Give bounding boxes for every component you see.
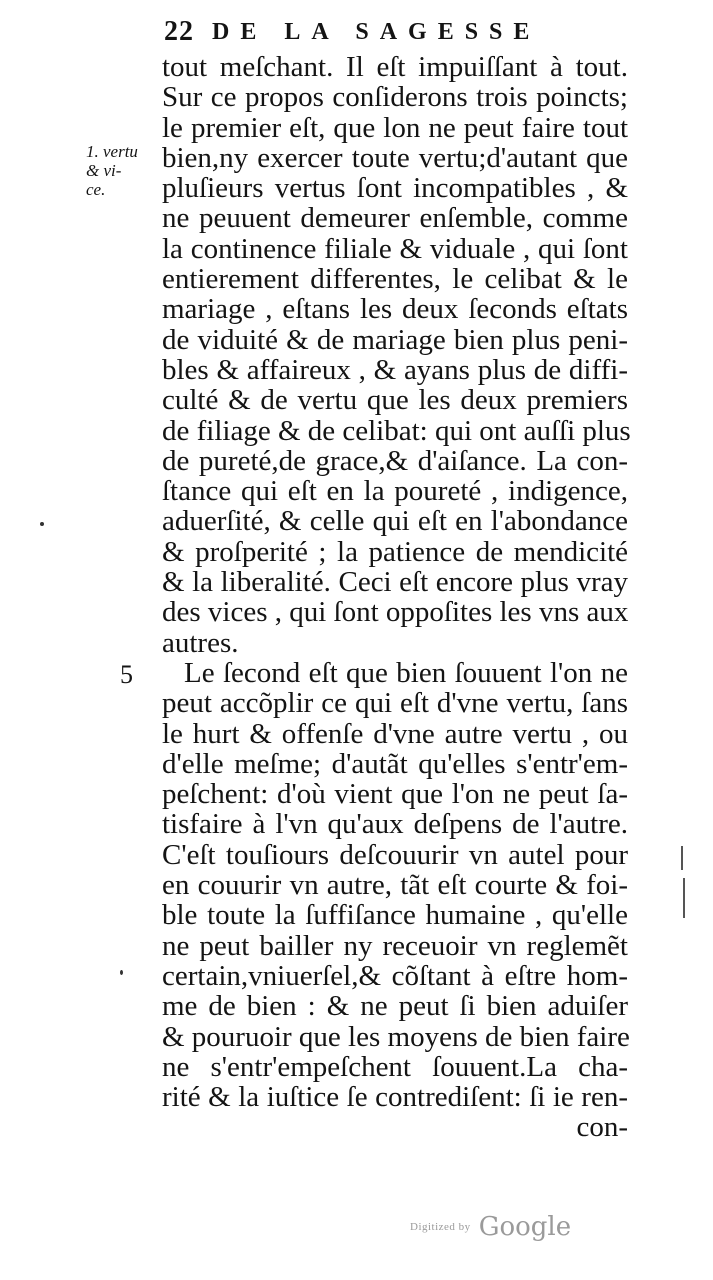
text-line: rité & la iuſtice ſe contrediſent: ſi ie ren-: [162, 1081, 628, 1114]
text-line: Sur ce propos conſiderons trois poincts;: [162, 81, 628, 114]
page-number: 22: [164, 16, 194, 47]
ink-speck: [120, 970, 123, 975]
text-line: ne peut bailler ny receuoir vn reglemẽt: [162, 929, 628, 962]
text-line: ble toute la ſuffiſance humaine , qu'elle: [162, 899, 628, 932]
margin-note-line: ce.: [86, 180, 106, 199]
text-line: ne peuuent demeurer enſemble, comme: [162, 202, 628, 235]
text-line: pluſieurs vertus ſont incompatibles , &: [162, 172, 628, 205]
text-line: me de bien : & ne peut ſi bien aduiſer: [162, 990, 628, 1023]
text-line: certain,vniuerſel,& cõſtant à eſtre hom-: [162, 959, 628, 992]
text-line: culté & de vertu que les deux premiers: [162, 384, 628, 417]
margin-rule: [683, 878, 685, 918]
text-line: de viduité & de mariage bien plus peni-: [162, 323, 628, 356]
text-line: tisfaire à l'vn qu'aux deſpens de l'autre.: [162, 808, 628, 841]
text-line: des vices , qui ſont oppoſites les vns aux: [162, 596, 629, 629]
digitized-watermark: [410, 1212, 571, 1242]
text-line: autres.: [162, 626, 239, 659]
margin-note-line: 1. vertu: [86, 142, 138, 161]
text-line: peſchent: d'où vient que l'on ne peut ſa-: [162, 778, 628, 811]
text-line: le premier eſt, que lon ne peut faire tout: [162, 111, 628, 144]
margin-note-line: & vi-: [86, 161, 122, 180]
catchword: con-: [576, 1111, 628, 1144]
text-line: en couurir vn autre, tãt eſt courte & foi-: [162, 869, 628, 902]
google-logo-text: Google: [478, 1212, 572, 1242]
running-header: [160, 14, 580, 50]
text-line: d'elle meſme; d'autãt qu'elles s'entr'em-: [162, 747, 628, 780]
section-number: 5: [120, 660, 133, 689]
text-line: ſtance qui eſt en la poureté , indigence,: [162, 475, 628, 508]
text-line: aduerſité, & celle qui eſt en l'abondance: [162, 505, 628, 538]
ink-speck: [40, 522, 44, 526]
text-line: tout meſchant. Il eſt impuiſſant à tout.: [162, 51, 628, 83]
text-line: le hurt & offenſe d'vne autre vertu , ou: [162, 717, 628, 750]
text-line: de pureté,de grace,& d'aiſance. La con-: [162, 444, 628, 477]
text-line: & la liberalité. Ceci eſt encore plus vray: [162, 566, 628, 599]
text-line: C'eſt touſiours deſcouurir vn autel pour: [162, 838, 628, 871]
running-title: DE LA SAGESSE: [212, 19, 541, 45]
text-line: bien,ny exercer toute vertu;d'autant que: [162, 141, 628, 174]
watermark-prefix: Digitized by: [410, 1221, 471, 1233]
text-line: peut accõplir ce qui eſt d'vne vertu, ſans: [162, 687, 628, 720]
margin-note: [86, 142, 156, 199]
text-line: ne s'entr'empeſchent ſouuent.La cha-: [162, 1050, 628, 1083]
text-line: & proſperité ; la patience de mendicité: [162, 535, 628, 568]
text-line: la continence filiale & viduale , qui ſont: [162, 232, 628, 265]
text-line: entierement differentes, le celibat & le: [162, 263, 628, 296]
text-line: bles & affaireux , & ayans plus de diffi-: [162, 353, 628, 386]
text-line: & pouruoir que les moyens de bien faire: [162, 1020, 630, 1053]
text-line: de filiage & de celibat: qui ont auſſi plus: [162, 414, 631, 447]
text-line: mariage , eſtans les deux ſeconds eſtats: [162, 293, 628, 326]
margin-rule: [681, 846, 683, 870]
text-line: Le ſecond eſt que bien ſouuent l'on ne: [184, 656, 628, 689]
body-text: [162, 51, 631, 1144]
